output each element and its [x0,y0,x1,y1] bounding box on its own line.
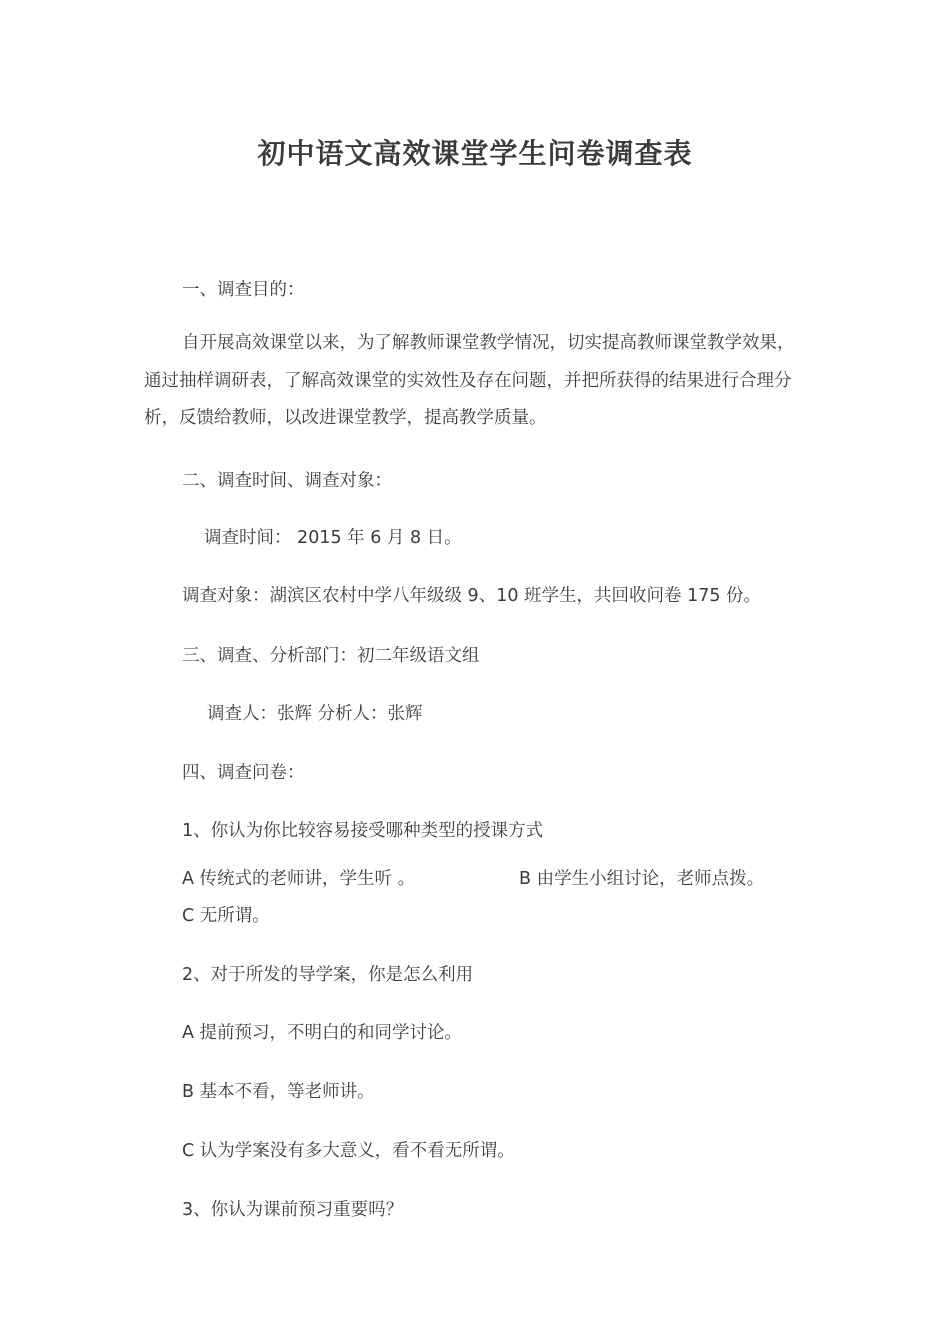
question-1-option-b: B 由学生小组讨论，老师点拨。 [519,869,765,889]
section-2-heading: 二、调查时间、调查对象： [182,471,392,491]
survey-people: 调查人：张辉 分析人：张辉 [207,704,423,724]
question-1-option-a: A 传统式的老师讲，学生听 。 [182,869,416,889]
question-1: 1、你认为你比较容易接受哪种类型的授课方式 [182,821,544,841]
section-1-body [144,325,804,438]
question-1-option-c: C 无所谓。 [182,906,270,926]
section-3-heading: 三、调查、分析部门：初二年级语文组 [182,646,480,666]
section-4-heading: 四、调查问卷： [182,763,305,783]
question-3: 3、你认为课前预习重要吗？ [182,1200,404,1220]
question-2: 2、对于所发的导学案，你是怎么利用 [182,965,474,985]
section-1-body-text: 自开展高效课堂以来，为了解教师课堂教学情况，切实提高教师课堂教学效果，通过抽样调研表，了解高效课堂的实效性及存在问题，并把所获得的结果进行合理分析，反馈给教师，以改进课堂教学，提高教学质量。 [144,333,795,428]
question-2-option-b: B 基本不看，等老师讲。 [182,1082,375,1102]
question-2-option-c: C 认为学案没有多大意义，看不看无所谓。 [182,1141,515,1161]
survey-target: 调查对象：湖滨区农村中学八年级级 9、10 班学生，共回收问卷 175 份。 [182,586,762,606]
section-1-heading: 一、调查目的： [182,280,305,300]
page-title: 初中语文高效课堂学生问卷调查表 [257,137,693,170]
question-2-option-a: A 提前预习，不明白的和同学讨论。 [182,1023,463,1043]
survey-time: 调查时间： 2015 年 6 月 8 日。 [204,528,462,548]
